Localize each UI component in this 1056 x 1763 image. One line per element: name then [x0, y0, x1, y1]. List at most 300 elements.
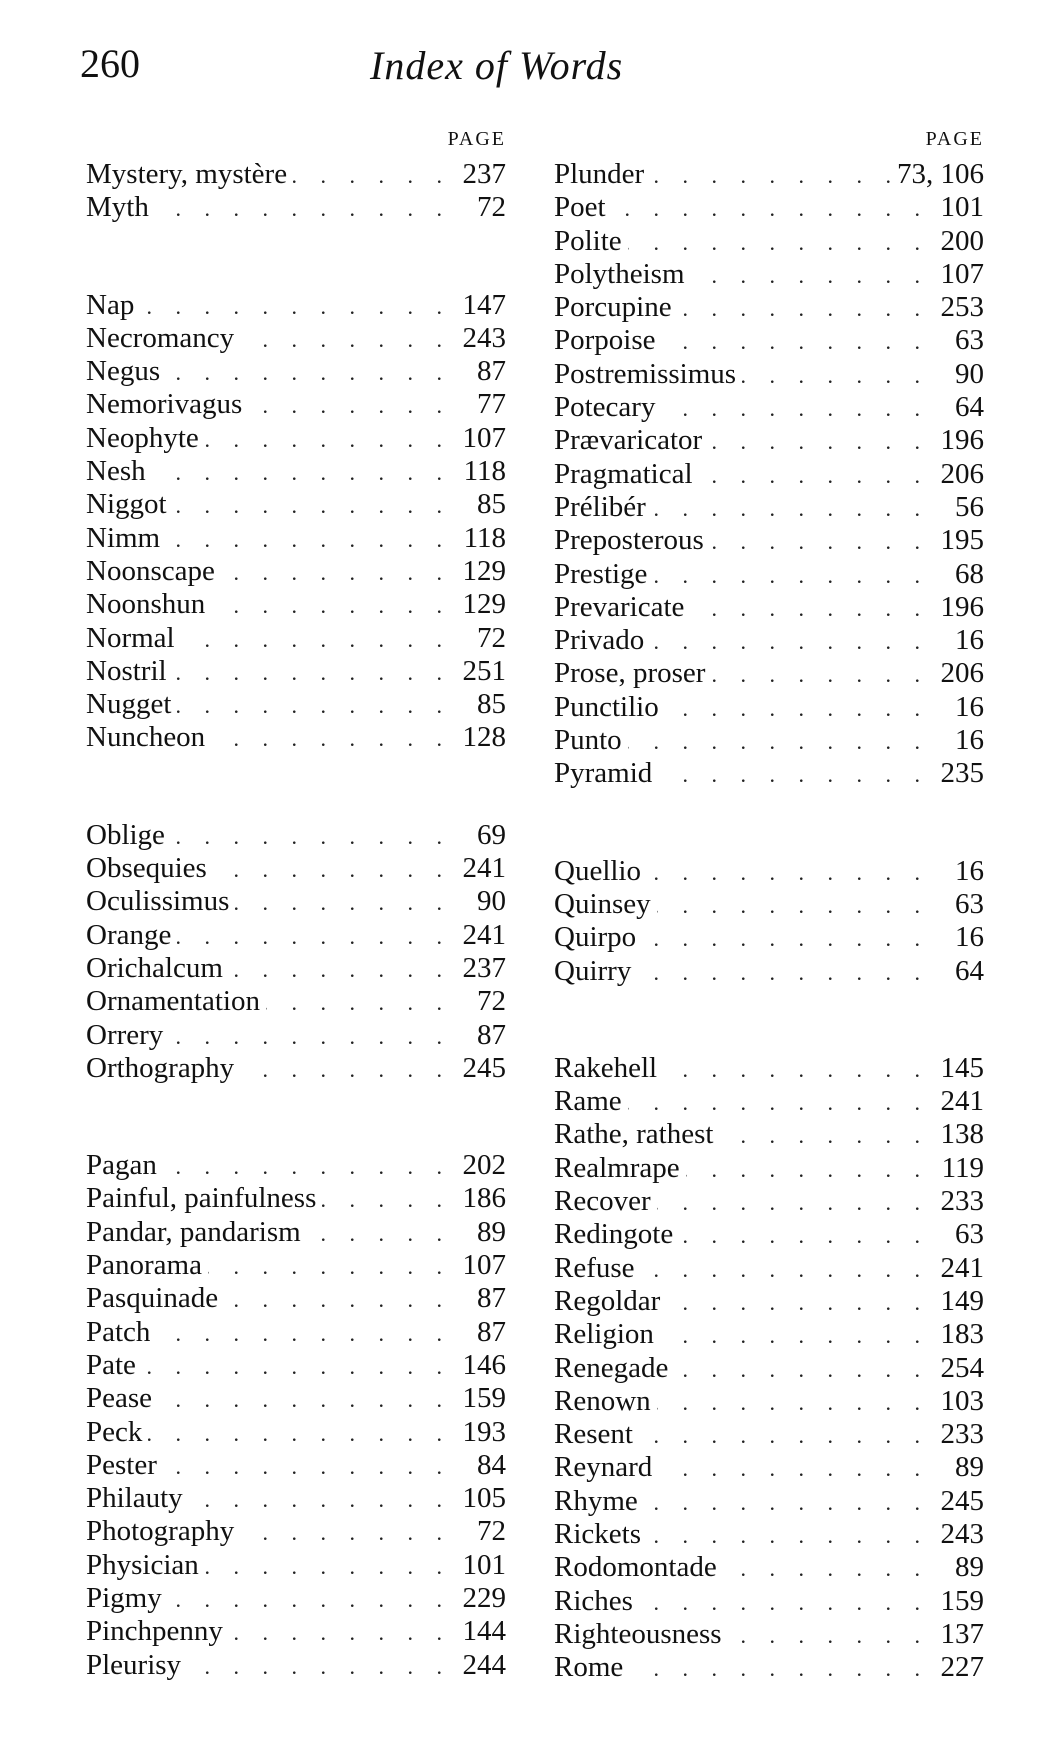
- index-entry: [86, 1449, 506, 1482]
- dot-leader: [663, 1057, 920, 1083]
- index-word: Physician: [86, 1548, 199, 1581]
- dot-leader: [657, 1190, 920, 1216]
- index-word: Pate: [86, 1348, 136, 1381]
- index-word: Potecary: [554, 391, 656, 424]
- index-word: Painful, painfulness: [86, 1182, 317, 1215]
- dot-leader: [205, 427, 442, 453]
- index-page-number: 138: [940, 1118, 984, 1151]
- index-word: Rodomontade: [554, 1551, 717, 1584]
- index-page-number: 90: [477, 885, 506, 918]
- dot-leader: [229, 1620, 442, 1646]
- index-entry: [554, 524, 984, 557]
- index-entry: [86, 819, 506, 852]
- dot-leader: [657, 893, 920, 919]
- index-page-number: 196: [940, 424, 984, 457]
- index-entry: [86, 622, 506, 655]
- dot-leader: [189, 1487, 442, 1513]
- index-column-right: [554, 128, 984, 1684]
- index-page-number: 186: [462, 1182, 506, 1215]
- index-page-number: 146: [462, 1348, 506, 1381]
- page-column-label: PAGE: [447, 128, 506, 150]
- index-word: Mystery, mystère: [86, 158, 288, 190]
- index-page-number: 147: [462, 288, 506, 321]
- dot-leader: [657, 1390, 920, 1416]
- dot-leader: [719, 1123, 920, 1149]
- dot-leader: [690, 596, 920, 622]
- index-word: Rome: [554, 1651, 624, 1684]
- dot-leader: [658, 762, 920, 788]
- index-entry: [86, 1615, 506, 1648]
- index-entry: [554, 1485, 984, 1518]
- index-word: Porcupine: [554, 291, 672, 324]
- index-page-number: 68: [955, 557, 984, 590]
- index-entry: [86, 555, 506, 588]
- index-word: Pasquinade: [86, 1282, 219, 1315]
- index-group: [86, 158, 506, 225]
- index-word: Punctilio: [554, 690, 659, 723]
- dot-leader: [637, 960, 920, 986]
- index-entry: [554, 1651, 984, 1684]
- index-word: Riches: [554, 1584, 633, 1617]
- index-entry: [86, 1316, 506, 1349]
- index-page-number: 245: [462, 1051, 506, 1084]
- index-entry: [554, 1052, 984, 1085]
- index-page-number: 90: [955, 357, 984, 390]
- index-page-number: 72: [477, 985, 506, 1018]
- index-group: [554, 1052, 984, 1685]
- index-word: Nimm: [86, 521, 161, 554]
- index-entry: [554, 1385, 984, 1418]
- index-page-number: 243: [462, 321, 506, 354]
- index-entry: [554, 1618, 984, 1651]
- index-word: Nuncheon: [86, 721, 206, 754]
- index-entry: [86, 1282, 506, 1315]
- index-word: Patch: [86, 1315, 151, 1348]
- index-entry: [86, 355, 506, 388]
- dot-leader: [213, 857, 442, 883]
- index-word: Quirpo: [554, 921, 637, 954]
- dot-leader: [171, 824, 442, 850]
- dot-leader: [728, 1623, 920, 1649]
- index-page-number: 119: [941, 1151, 984, 1184]
- index-entry: [554, 291, 984, 324]
- index-word: Orichalcum: [86, 951, 223, 984]
- index-page-number: 89: [477, 1215, 506, 1248]
- group-spacer: [86, 225, 506, 289]
- index-page-number: 237: [462, 951, 506, 984]
- index-entry: [86, 1515, 506, 1548]
- index-group: [86, 1149, 506, 1682]
- index-word: Renown: [554, 1384, 651, 1417]
- index-entry: [86, 488, 506, 521]
- index-entry: [86, 1052, 506, 1085]
- index-entry: [554, 591, 984, 624]
- index-word: Refuse: [554, 1251, 635, 1284]
- index-page-number: 101: [940, 191, 984, 224]
- index-page-number: 118: [463, 455, 506, 488]
- dot-leader: [742, 363, 920, 389]
- index-entry: [554, 1285, 984, 1318]
- dot-leader: [152, 460, 442, 486]
- index-entry: [86, 588, 506, 621]
- group-spacer: [554, 791, 984, 855]
- index-word: Niggot: [86, 488, 167, 521]
- index-entry: [554, 724, 984, 757]
- index-page-number: 227: [940, 1651, 984, 1684]
- index-entry: [554, 855, 984, 888]
- dot-leader: [723, 1556, 920, 1582]
- index-entry: [554, 1185, 984, 1218]
- index-page-number: 64: [955, 391, 984, 424]
- index-word: Privado: [554, 624, 645, 657]
- index-page-number: 235: [940, 757, 984, 790]
- index-page-number: 206: [940, 457, 984, 490]
- index-entry: [554, 1152, 984, 1185]
- index-page-number: 159: [462, 1382, 506, 1415]
- index-word: Pyramid: [554, 757, 653, 790]
- index-entry: [86, 1382, 506, 1415]
- index-entry: [86, 1549, 506, 1582]
- index-page-number: 149: [940, 1284, 984, 1317]
- index-group: [86, 819, 506, 1085]
- dot-leader: [658, 1456, 920, 1482]
- index-entry: [554, 1418, 984, 1451]
- index-word: Nemorivagus: [86, 388, 243, 421]
- dot-leader: [647, 860, 920, 886]
- index-page-number: 85: [477, 488, 506, 521]
- dot-leader: [205, 1554, 442, 1580]
- index-word: Polite: [554, 224, 622, 257]
- index-page-number: 107: [462, 421, 506, 454]
- index-entry: [86, 919, 506, 952]
- index-entry: [86, 721, 506, 754]
- dot-leader: [163, 1454, 442, 1480]
- index-word: Pinchpenny: [86, 1615, 223, 1648]
- index-word: Porpoise: [554, 324, 656, 357]
- index-word: Pragmatical: [554, 457, 693, 490]
- index-entry: [86, 952, 506, 985]
- dot-leader: [691, 263, 920, 289]
- index-page-number: 233: [940, 1418, 984, 1451]
- running-title: Index of Words: [370, 43, 624, 88]
- index-entry: [86, 985, 506, 1018]
- index-page-number: 233: [940, 1185, 984, 1218]
- index-page-number: 77: [477, 388, 506, 421]
- dot-leader: [173, 660, 442, 686]
- group-spacer: [554, 988, 984, 1052]
- index-entry: [86, 1149, 506, 1182]
- dot-leader: [652, 496, 920, 522]
- index-page-number: 87: [477, 1315, 506, 1348]
- index-word: Rathe, rathest: [554, 1118, 714, 1151]
- index-page-number: 137: [940, 1617, 984, 1650]
- index-entry: [86, 1649, 506, 1682]
- dot-leader: [642, 926, 920, 952]
- index-entry: [86, 158, 506, 191]
- index-word: Realmrape: [554, 1151, 680, 1184]
- index-page-number: 87: [477, 1018, 506, 1051]
- index-page-number: 241: [940, 1085, 984, 1118]
- index-word: Panorama: [86, 1249, 202, 1282]
- dot-leader: [187, 1654, 442, 1680]
- index-word: Obsequies: [86, 852, 207, 885]
- index-page-number: 241: [462, 852, 506, 885]
- index-page-number: 144: [462, 1615, 506, 1648]
- dot-leader: [248, 393, 442, 419]
- index-entry: [554, 1118, 984, 1151]
- index-word: Myth: [86, 191, 149, 224]
- dot-leader: [650, 629, 920, 655]
- index-word: Noonscape: [86, 554, 215, 587]
- index-page-number: 72: [477, 191, 506, 224]
- dot-leader: [628, 230, 920, 256]
- index-word: Postremissimus: [554, 357, 737, 390]
- index-entry: [554, 624, 984, 657]
- index-entry: [554, 191, 984, 224]
- index-page-number: 200: [940, 224, 984, 257]
- index-entry: [86, 688, 506, 721]
- dot-leader: [661, 396, 920, 422]
- index-page-number: 87: [477, 355, 506, 388]
- page-number: 260: [80, 41, 140, 86]
- index-entry: [554, 258, 984, 291]
- index-word: Oculissimus: [86, 885, 230, 918]
- index-word: Resent: [554, 1418, 633, 1451]
- index-entry: [554, 458, 984, 491]
- index-page-number: 63: [955, 324, 984, 357]
- dot-leader: [173, 493, 442, 519]
- index-entry: [554, 1551, 984, 1584]
- index-word: Quinsey: [554, 887, 651, 920]
- index-entry: [554, 691, 984, 724]
- index-word: Pester: [86, 1448, 157, 1481]
- index-page-number: 16: [955, 690, 984, 723]
- index-entry: [554, 955, 984, 988]
- dot-leader: [647, 1523, 920, 1549]
- dot-leader: [156, 1321, 442, 1347]
- dot-leader: [639, 1423, 920, 1449]
- index-entry: [86, 1482, 506, 1515]
- dot-leader: [168, 1587, 442, 1613]
- index-page-number: 145: [940, 1051, 984, 1084]
- index-page-number: 89: [955, 1551, 984, 1584]
- group-spacer: [86, 1085, 506, 1149]
- index-entry: [554, 424, 984, 457]
- dot-leader: [665, 696, 920, 722]
- index-page-number: 251: [462, 654, 506, 687]
- index-word: Righteousness: [554, 1617, 722, 1650]
- index-word: Neophyte: [86, 421, 199, 454]
- index-word: Pandar, pandarism: [86, 1215, 301, 1248]
- dot-leader: [221, 560, 442, 586]
- index-entry: [86, 191, 506, 224]
- index-page-number: 89: [955, 1451, 984, 1484]
- index-page-number: 63: [955, 887, 984, 920]
- index-word: Nostril: [86, 654, 167, 687]
- index-entry: [554, 757, 984, 790]
- index-page-number: 69: [477, 818, 506, 851]
- dot-leader: [662, 329, 921, 355]
- dot-leader: [235, 890, 442, 916]
- index-entry: [554, 358, 984, 391]
- index-entry: [554, 1085, 984, 1118]
- index-page-number: 72: [477, 621, 506, 654]
- index-page-number: 85: [477, 688, 506, 721]
- index-entry: [554, 1352, 984, 1385]
- index-word: Rhyme: [554, 1484, 638, 1517]
- index-word: Renegade: [554, 1351, 669, 1384]
- index-entry: [554, 921, 984, 954]
- index-entry: [86, 852, 506, 885]
- dot-leader: [674, 1357, 920, 1383]
- index-word: Rame: [554, 1085, 622, 1118]
- index-entry: [86, 522, 506, 555]
- index-entry: [86, 322, 506, 355]
- index-word: Pigmy: [86, 1581, 162, 1614]
- index-word: Nap: [86, 288, 135, 321]
- index-word: Recover: [554, 1185, 651, 1218]
- index-page-number: 129: [462, 554, 506, 587]
- index-word: Religion: [554, 1318, 654, 1351]
- index-entry: [86, 1349, 506, 1382]
- index-word: Rickets: [554, 1517, 641, 1550]
- index-word: Prestige: [554, 557, 648, 590]
- dot-leader: [660, 1323, 920, 1349]
- index-entry: [554, 158, 984, 191]
- index-word: Nugget: [86, 688, 172, 721]
- index-page-number: 118: [463, 521, 506, 554]
- dot-leader: [641, 1257, 920, 1283]
- index-page-number: 254: [940, 1351, 984, 1384]
- dot-leader: [169, 1024, 442, 1050]
- index-word: Reynard: [554, 1451, 653, 1484]
- index-page-number: 107: [940, 257, 984, 290]
- index-page-number: 73, 106: [897, 158, 984, 190]
- index-entry: [86, 388, 506, 421]
- dot-leader: [240, 327, 442, 353]
- index-entry: [86, 655, 506, 688]
- dot-leader: [679, 1223, 920, 1249]
- index-page-number: 159: [940, 1584, 984, 1617]
- index-word: Poet: [554, 191, 606, 224]
- dot-leader: [628, 1090, 920, 1116]
- dot-leader: [229, 957, 442, 983]
- dot-leader: [155, 196, 442, 222]
- dot-leader: [644, 1490, 920, 1516]
- index-word: Normal: [86, 621, 175, 654]
- dot-leader: [148, 1421, 442, 1447]
- dot-leader: [240, 1520, 442, 1546]
- dot-leader: [678, 296, 920, 322]
- dot-leader: [293, 163, 442, 189]
- index-entry: [554, 1518, 984, 1551]
- index-word: Rakehell: [554, 1051, 658, 1084]
- index-entry: [554, 225, 984, 258]
- index-page-number: 72: [477, 1515, 506, 1548]
- dot-leader: [163, 1154, 442, 1180]
- dot-leader: [666, 1290, 920, 1316]
- index-entry: [554, 888, 984, 921]
- index-word: Orthography: [86, 1051, 235, 1084]
- index-entry: [554, 1318, 984, 1351]
- dot-leader: [224, 1287, 442, 1313]
- index-entry: [86, 1416, 506, 1449]
- index-word: Quirry: [554, 954, 632, 987]
- index-entry: [554, 391, 984, 424]
- index-word: Regoldar: [554, 1284, 661, 1317]
- dot-leader: [211, 593, 442, 619]
- index-page-number: 241: [940, 1251, 984, 1284]
- index-word: Pleurisy: [86, 1648, 182, 1681]
- dot-leader: [612, 196, 920, 222]
- index-word: Plunder: [554, 158, 645, 190]
- dot-leader: [629, 1656, 920, 1682]
- index-page-number: 16: [955, 624, 984, 657]
- dot-leader: [142, 1354, 442, 1380]
- index-page-number: 183: [940, 1318, 984, 1351]
- index-word: Philauty: [86, 1482, 183, 1515]
- index-word: Oblige: [86, 818, 165, 851]
- index-word: Negus: [86, 355, 161, 388]
- index-page-number: 243: [940, 1517, 984, 1550]
- index-word: Necromancy: [86, 321, 235, 354]
- dot-leader: [699, 463, 920, 489]
- index-word: Prose, proser: [554, 657, 706, 690]
- index-page-number: 16: [955, 854, 984, 887]
- dot-leader: [686, 1157, 920, 1183]
- dot-leader: [211, 726, 442, 752]
- index-group: [554, 855, 984, 988]
- index-page-number: 107: [462, 1249, 506, 1282]
- index-page-number: 245: [940, 1484, 984, 1517]
- index-page-number: 193: [462, 1415, 506, 1448]
- index-page-number: 64: [955, 954, 984, 987]
- index-word: Prævaricator: [554, 424, 703, 457]
- index-page-number: 63: [955, 1218, 984, 1251]
- dot-leader: [140, 294, 442, 320]
- index-word: Redingote: [554, 1218, 674, 1251]
- index-entry: [554, 1218, 984, 1251]
- index-page-number: 195: [940, 524, 984, 557]
- index-page-number: 253: [940, 291, 984, 324]
- index-page-number: 128: [462, 721, 506, 754]
- index-page-number: 237: [462, 158, 506, 190]
- index-word: Preposterous: [554, 524, 704, 557]
- dot-leader: [628, 729, 920, 755]
- index-column-left: [86, 128, 506, 1682]
- index-entry: [554, 657, 984, 690]
- dot-leader: [208, 1254, 442, 1280]
- dot-leader: [240, 1057, 442, 1083]
- index-entry: [86, 422, 506, 455]
- index-group: [86, 289, 506, 755]
- dot-leader: [307, 1221, 442, 1247]
- index-page-number: 56: [955, 490, 984, 523]
- index-word: Quellio: [554, 854, 641, 887]
- index-entry: [554, 1585, 984, 1618]
- index-entry: [86, 1216, 506, 1249]
- index-page-number: 244: [462, 1648, 506, 1681]
- dot-leader: [711, 662, 920, 688]
- index-page-number: 229: [462, 1581, 506, 1614]
- index-entry: [554, 558, 984, 591]
- dot-leader: [639, 1590, 920, 1616]
- index-entry: [86, 1182, 506, 1215]
- group-spacer: [86, 755, 506, 819]
- dot-leader: [708, 429, 920, 455]
- index-entry: [554, 324, 984, 357]
- index-word: Orrery: [86, 1018, 164, 1051]
